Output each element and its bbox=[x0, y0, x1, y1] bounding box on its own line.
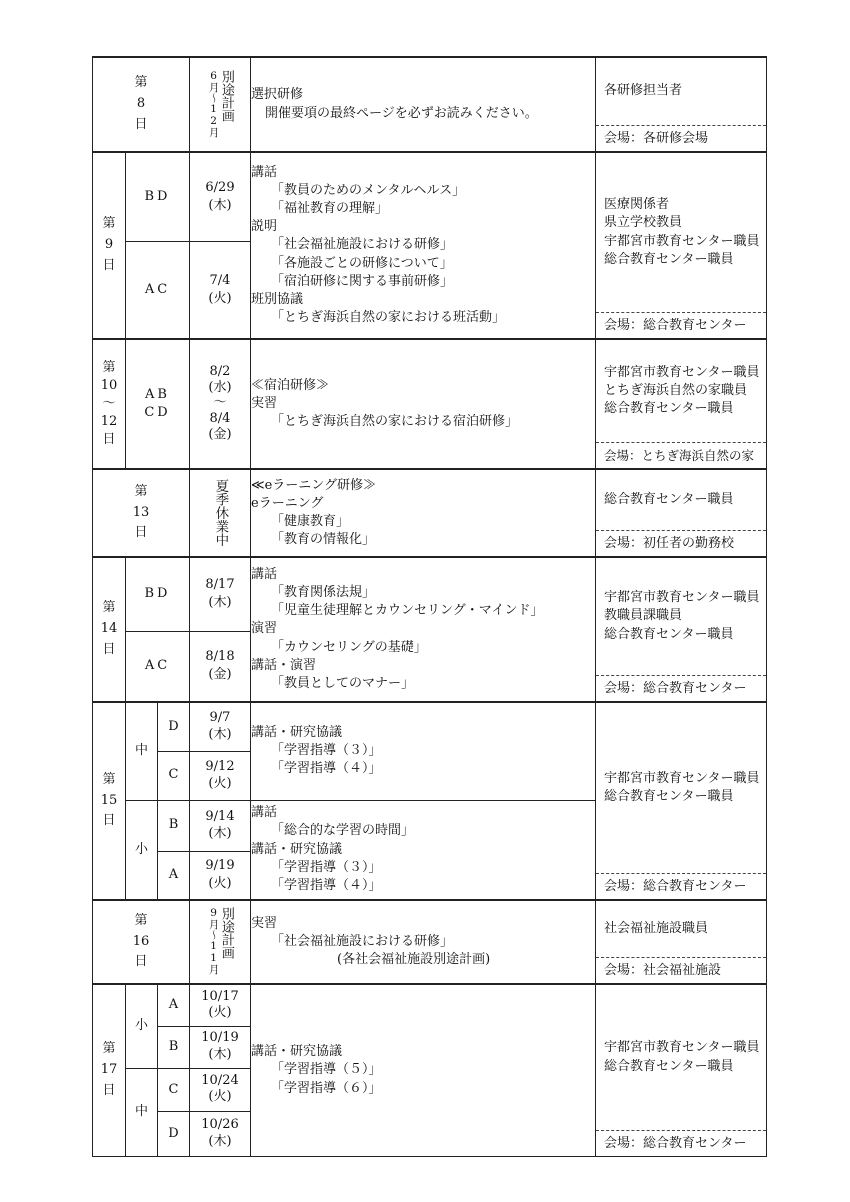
day14-date-ac bbox=[190, 631, 251, 702]
staff-line: 宇都宮市教育センター職員 bbox=[604, 590, 760, 606]
content-heading: 実習 bbox=[251, 915, 278, 931]
day-prefix: 第 bbox=[102, 771, 116, 787]
day10-staff-cell bbox=[596, 339, 767, 469]
day8-staff-cell bbox=[596, 57, 767, 152]
day-suffix: 日 bbox=[102, 1082, 116, 1098]
venue-label: 会場：総合教育センター bbox=[596, 312, 766, 338]
content-heading: 選択研修 bbox=[251, 87, 304, 103]
day17-date-c bbox=[190, 1068, 251, 1112]
group-label: AC bbox=[126, 242, 190, 339]
venue-label: 会場：総合教育センター bbox=[596, 873, 766, 899]
content-item: 「各施設ごとの研修について」 bbox=[271, 255, 453, 271]
period-months: 9月〜11月 bbox=[207, 907, 220, 975]
content-item: 「教員のためのメンタルヘルス」 bbox=[271, 182, 466, 198]
group-label: D bbox=[158, 1112, 190, 1157]
training-schedule-table bbox=[92, 56, 767, 1157]
date-text: 10/17 bbox=[201, 988, 239, 1004]
content-item: 「学習指導（４）」 bbox=[271, 761, 382, 777]
day17-staff-cell bbox=[596, 984, 767, 1157]
day17-label bbox=[93, 984, 126, 1157]
weekday-text: (木) bbox=[208, 594, 232, 610]
content-item: 「学習指導（５）」 bbox=[271, 1062, 382, 1078]
group-label: BD bbox=[126, 152, 190, 242]
staff-line: 総合教育センター職員 bbox=[604, 491, 734, 507]
content-item: 「教育の情報化」 bbox=[271, 532, 376, 548]
content-heading: 講話・研究協議 bbox=[251, 1044, 343, 1060]
content-item: 「健康教育」 bbox=[271, 514, 350, 529]
day-number: 9 bbox=[104, 237, 114, 253]
group-label: B bbox=[158, 800, 190, 851]
day-prefix: 第 bbox=[134, 75, 148, 91]
content-item: 「学習指導（６）」 bbox=[271, 1080, 382, 1096]
day14-date-bd bbox=[190, 557, 251, 631]
day8-label bbox=[93, 57, 190, 152]
day16-when bbox=[190, 900, 251, 984]
range-tilde: 〜 bbox=[102, 395, 116, 411]
level-label: 中 bbox=[126, 1068, 158, 1157]
content-heading: 講話・研究協議 bbox=[251, 724, 343, 740]
content-heading: ≪eラーニング研修≫ bbox=[251, 477, 377, 493]
day16-content bbox=[251, 900, 596, 984]
staff-line: 社会福祉施設職員 bbox=[604, 920, 709, 936]
day15-staff-cell bbox=[596, 702, 767, 900]
staff-line: 医療関係者 bbox=[604, 197, 670, 213]
day14-content bbox=[251, 557, 596, 702]
day15-row-d bbox=[93, 702, 767, 751]
weekday-text: (金) bbox=[208, 666, 232, 682]
staff-line: 総合教育センター職員 bbox=[604, 1058, 734, 1074]
day17-content bbox=[251, 984, 596, 1157]
content-item: 「社会福祉施設における研修」 bbox=[271, 237, 454, 253]
staff-line: 総合教育センター職員 bbox=[604, 251, 734, 267]
weekday-text: (木) bbox=[208, 197, 232, 213]
date-text: 8/18 bbox=[205, 649, 235, 665]
day9-staff-cell bbox=[596, 152, 767, 339]
staff-line: 総合教育センター職員 bbox=[604, 401, 734, 417]
date-text: 6/29 bbox=[205, 180, 235, 196]
group-label: A bbox=[158, 984, 190, 1026]
venue-label: 会場：総合教育センター bbox=[596, 675, 766, 701]
day-suffix: 日 bbox=[102, 432, 116, 448]
content-item: 「福祉教育の理解」 bbox=[271, 201, 389, 217]
day15-date-d bbox=[190, 702, 251, 751]
day-suffix: 日 bbox=[134, 525, 148, 541]
content-item: 「教育関係法規」 bbox=[271, 585, 376, 601]
day-number: 12 bbox=[100, 414, 118, 430]
day-suffix: 日 bbox=[134, 954, 148, 970]
day-number: 14 bbox=[100, 621, 118, 637]
date-text: 7/4 bbox=[209, 273, 231, 289]
day-suffix: 日 bbox=[102, 641, 116, 657]
content-heading: 講話 bbox=[251, 164, 278, 180]
day15-content-chu bbox=[251, 702, 596, 800]
group-label: A bbox=[158, 851, 190, 900]
day16-label bbox=[93, 900, 190, 984]
day13-staff-cell bbox=[596, 469, 767, 557]
weekday-text: (木) bbox=[208, 1046, 232, 1062]
day-suffix: 日 bbox=[102, 813, 116, 829]
venue-label: 会場：社会福祉施設 bbox=[596, 957, 766, 983]
day-suffix: 日 bbox=[102, 257, 116, 273]
day-number: 17 bbox=[100, 1062, 118, 1078]
date-text: 10/19 bbox=[201, 1030, 239, 1046]
period-months: 6月〜12月 bbox=[207, 69, 220, 138]
content-item: 「学習指導（３）」 bbox=[271, 859, 382, 875]
level-label: 小 bbox=[126, 984, 158, 1068]
staff-line: 宇都宮市教育センター職員 bbox=[604, 233, 760, 249]
day15-content-sho bbox=[251, 800, 596, 900]
day8-content bbox=[251, 57, 596, 152]
content-heading: 班別協議 bbox=[251, 291, 304, 307]
day-prefix: 第 bbox=[134, 483, 148, 499]
day14-label bbox=[93, 557, 126, 702]
group-label: CD bbox=[144, 404, 171, 420]
day-prefix: 第 bbox=[102, 216, 116, 232]
level-label: 中 bbox=[126, 702, 158, 800]
period-plan: 別途計画 bbox=[218, 907, 234, 960]
venue-label: 会場：とちぎ海浜自然の家 bbox=[596, 442, 766, 468]
content-heading: 実習 bbox=[251, 395, 278, 411]
venue-label: 会場：初任者の勤務校 bbox=[596, 530, 766, 556]
day9-label bbox=[93, 152, 126, 339]
content-item: 「児童生徒理解とカウンセリング・マインド」 bbox=[271, 603, 544, 619]
staff-line: 宇都宮市教育センター職員 bbox=[604, 364, 760, 380]
day9-date-ac bbox=[190, 242, 251, 339]
day17-date-d bbox=[190, 1112, 251, 1157]
day13-row bbox=[93, 469, 767, 557]
range-tilde: 〜 bbox=[213, 395, 227, 411]
weekday-text: (火) bbox=[208, 1089, 232, 1105]
content-heading: 講話 bbox=[251, 566, 278, 582]
group-label: B bbox=[158, 1026, 190, 1068]
date-text: 8/2 bbox=[209, 364, 231, 380]
period-plan: 別途計画 bbox=[218, 69, 234, 122]
date-text: 9/12 bbox=[205, 758, 235, 774]
staff-line: 宇都宮市教育センター職員 bbox=[604, 1040, 760, 1056]
weekday-text: (水) bbox=[208, 379, 232, 395]
day16-row bbox=[93, 900, 767, 984]
date-text: 8/17 bbox=[205, 577, 235, 593]
content-item: 「カウンセリングの基礎」 bbox=[271, 639, 427, 655]
content-item: 「とちぎ海浜自然の家における班活動」 bbox=[271, 310, 506, 326]
content-heading: eラーニング bbox=[251, 495, 324, 511]
group-label: D bbox=[158, 702, 190, 751]
date-text: 9/7 bbox=[209, 709, 231, 725]
group-label: C bbox=[158, 751, 190, 800]
staff-line: 総合教育センター職員 bbox=[604, 789, 734, 804]
content-item: 「学習指導（４）」 bbox=[271, 878, 382, 894]
date-text: 10/24 bbox=[201, 1073, 239, 1089]
weekday-text: (火) bbox=[208, 290, 232, 306]
day-number: 10 bbox=[100, 377, 118, 393]
day10-groups bbox=[126, 339, 190, 469]
content-item: 「総合的な学習の時間」 bbox=[271, 823, 415, 839]
content-item: 「宿泊研修に関する事前研修」 bbox=[271, 273, 454, 289]
content-note: (各社会福祉施設別途計画) bbox=[337, 952, 491, 968]
content-heading: 演習 bbox=[251, 621, 278, 637]
content-heading: ≪宿泊研修≫ bbox=[251, 377, 330, 393]
day8-when bbox=[190, 57, 251, 152]
day-number: 15 bbox=[100, 792, 118, 808]
day13-when bbox=[190, 469, 251, 557]
day9-date-bd bbox=[190, 152, 251, 242]
day16-staff-cell bbox=[596, 900, 767, 984]
day-number: 13 bbox=[132, 504, 150, 520]
day10-label bbox=[93, 339, 126, 469]
day17-date-a bbox=[190, 984, 251, 1026]
content-item: 「学習指導（３）」 bbox=[271, 743, 382, 759]
staff-line: 総合教育センター職員 bbox=[604, 626, 734, 642]
weekday-text: (火) bbox=[208, 875, 232, 891]
day15-label bbox=[93, 702, 126, 900]
day9-content bbox=[251, 152, 596, 339]
date-text: 9/19 bbox=[205, 858, 235, 874]
day10-row bbox=[93, 339, 767, 469]
venue-label: 会場：総合教育センター bbox=[596, 1130, 766, 1156]
venue-label: 会場：各研修会場 bbox=[596, 125, 766, 151]
date-text: 10/26 bbox=[201, 1117, 239, 1133]
day-number: 8 bbox=[136, 96, 146, 112]
weekday-text: (木) bbox=[208, 727, 232, 743]
day17-row-a bbox=[93, 984, 767, 1026]
date-text: 8/4 bbox=[209, 411, 231, 426]
date-text: 9/14 bbox=[205, 808, 235, 824]
weekday-text: (金) bbox=[208, 426, 232, 442]
day9-row-bd bbox=[93, 152, 767, 242]
content-item: 「社会福祉施設における研修」 bbox=[271, 933, 454, 949]
day-prefix: 第 bbox=[102, 359, 116, 375]
day17-date-b bbox=[190, 1026, 251, 1068]
day15-date-a bbox=[190, 851, 251, 900]
weekday-text: (火) bbox=[208, 776, 232, 792]
weekday-text: (火) bbox=[208, 1004, 232, 1020]
group-label: AC bbox=[126, 631, 190, 702]
day14-staff-cell bbox=[596, 557, 767, 702]
day-prefix: 第 bbox=[102, 1041, 116, 1057]
staff-line: とちぎ海浜自然の家職員 bbox=[604, 382, 748, 398]
day8-row bbox=[93, 57, 767, 152]
period-label: 夏季休業中 bbox=[212, 479, 229, 547]
day10-content bbox=[251, 339, 596, 469]
level-label: 小 bbox=[126, 800, 158, 900]
content-heading: 説明 bbox=[251, 219, 278, 235]
day15-date-c bbox=[190, 751, 251, 800]
day13-content bbox=[251, 469, 596, 557]
day14-row-bd bbox=[93, 557, 767, 631]
staff-line: 教職員課職員 bbox=[604, 608, 683, 624]
weekday-text: (木) bbox=[208, 826, 232, 842]
day-suffix: 日 bbox=[134, 116, 148, 132]
content-heading: 講話・演習 bbox=[251, 657, 317, 673]
staff-line: 各研修担当者 bbox=[604, 83, 683, 99]
day13-label bbox=[93, 469, 190, 557]
staff-line: 宇都宮市教育センター職員 bbox=[604, 770, 760, 786]
content-heading: 講話・研究協議 bbox=[251, 841, 343, 857]
day10-dates bbox=[190, 339, 251, 469]
group-label: C bbox=[158, 1068, 190, 1112]
content-heading: 講話 bbox=[251, 805, 278, 821]
content-item: 「教員としてのマナー」 bbox=[271, 675, 415, 691]
day-number: 16 bbox=[132, 933, 150, 949]
day-prefix: 第 bbox=[134, 912, 148, 928]
group-label: AB bbox=[145, 387, 170, 403]
content-item: 「とちぎ海浜自然の家における宿泊研修」 bbox=[271, 414, 519, 430]
content-note: 開催要項の最終ページを必ずお読みください。 bbox=[265, 105, 538, 121]
staff-line: 県立学校教員 bbox=[604, 215, 683, 231]
day-prefix: 第 bbox=[102, 600, 116, 616]
day15-date-b bbox=[190, 800, 251, 851]
weekday-text: (木) bbox=[208, 1133, 232, 1149]
group-label: BD bbox=[126, 557, 190, 631]
